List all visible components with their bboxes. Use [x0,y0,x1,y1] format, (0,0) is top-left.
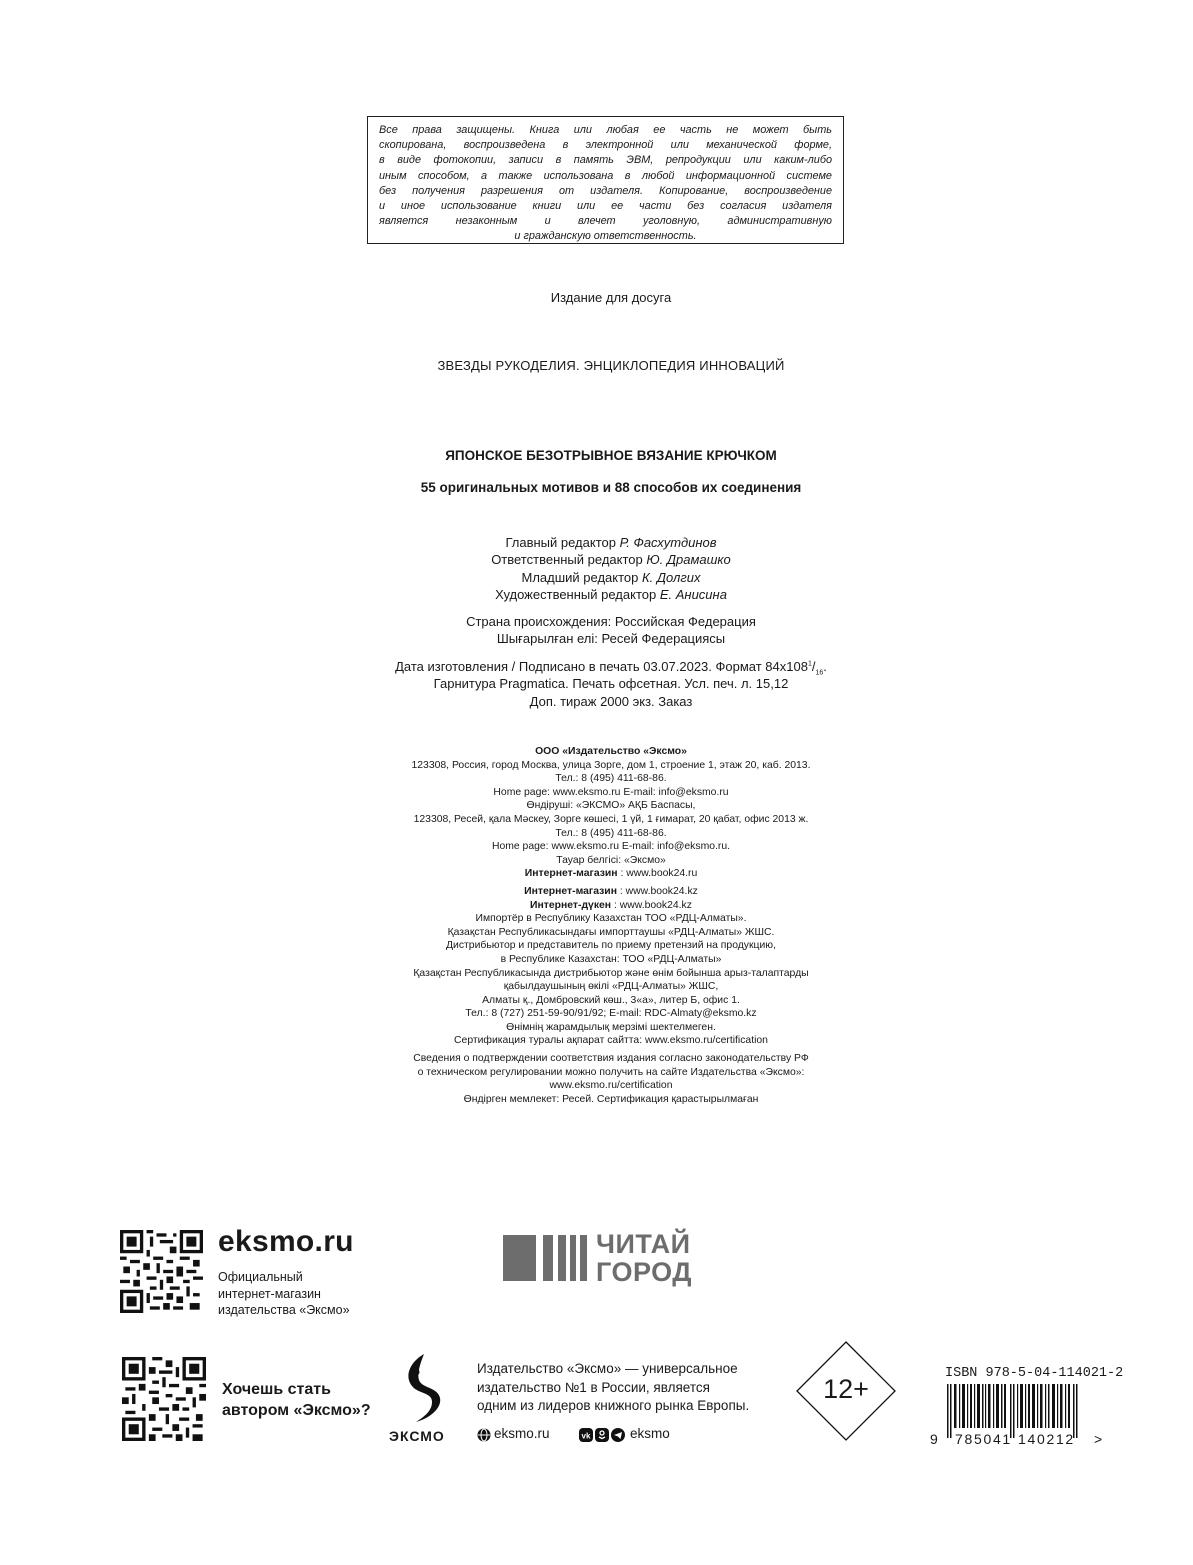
importer-row: Қазақстан Республикасындағы импорттаушы «РДЦ-Алматы» ЖШС. [447,926,775,938]
publisher-info [0,745,1193,1106]
barcode-end-mark: > [1094,1431,1104,1447]
barcode-left-digits: 785041 [955,1431,1012,1447]
importer-row: қабылдаушының өкілі «РДЦ-Алматы» ЖШС, [503,981,719,993]
shop-kz-2: Интернет-дүкен : www.book24.kz [530,899,692,911]
series-name: ЗВЕЗДЫ РУКОДЕЛИЯ. ЭНЦИКЛОПЕДИЯ ИННОВАЦИЙ [437,358,785,373]
shop-kz: Интернет-магазин : www.book24.kz [524,885,698,897]
certification-row: Сведения о подтверждении соответствия издания согласно законодательству РФ [413,1053,809,1065]
rights-line: и гражданскую ответственность. [514,230,697,243]
eksmo-web-link[interactable]: eksmo.ru [494,1426,550,1441]
print-info-line2: Гарнитура Pragmatica. Печать офсетная. Усл. печ. л. 15,12 [433,676,789,692]
origin-block [0,613,1193,648]
publisher-row: Тауар белгісі: «Эксмо» [556,854,666,866]
publisher-row: Өндіруші: «ЭКСМО» АҚБ Баспасы, [526,800,696,812]
publisher-row: Home page: www.eksmo.ru E-mail: info@eksmo.ru [493,786,729,798]
publisher-promo: Издательство «Эксмо» — универсальное издательство №1 в России, является одним из лидеров книжного рынка Европы. [477,1361,750,1413]
eksmo-logo-icon [398,1352,446,1424]
editor-row: Главный редактор Р. Фасхутдинов [505,535,717,550]
publisher-row: 123308, Россия, город Москва, улица Зорге, дом 1, строение 1, этаж 20, каб. 2013. [411,759,811,771]
become-author-prompt[interactable]: Хочешь стать автором «Эксмо»? [222,1381,371,1419]
eksmo-site-description: Официальный интернет-магазин издательства «Эксмо» [218,1270,350,1317]
publisher-row: 123308, Ресей, қала Мәскеу, Зорге көшесі, 1 үй, 1 ғимарат, 20 қабат, офис 2013 ж. [413,813,809,825]
importer-row: Қазақстан Республикасында дистрибьютор және өнім бойынша арыз-талаптарды [413,967,809,979]
barcode-right-digits: 140212 [1018,1431,1075,1447]
editor-row: Ответственный редактор Ю. Драмашко [491,552,731,568]
book-title: ЯПОНСКОЕ БЕЗОТРЫВНОЕ ВЯЗАНИЕ КРЮЧКОМ [445,448,777,463]
eksmo-site-name[interactable]: eksmo.ru [218,1225,354,1258]
certification-row: о техническом регулировании можно получить на сайте Издательства «Эксмо»: [417,1066,805,1078]
publisher-row: Home page: www.eksmo.ru E-mail: info@eksmo.ru. [491,841,731,853]
importer-row: в Республике Казахстан: ТОО «РДЦ-Алматы» [500,953,722,965]
editors-list [0,534,1193,603]
print-info [0,658,1193,710]
print-info-line1: Дата изготовления / Подписано в печать 03.07.2023. Формат $84x108^1/_{16}$. [395,659,827,677]
origin-kz: Шығарылған елі: Ресей Федерациясы [496,631,726,647]
shop-ru: Интернет-магазин : www.book24.ru [524,868,698,880]
rights-line: без получения разрешения от издателя. Копирование, воспроизведение [379,184,832,197]
age-rating-value: 12+ [823,1374,869,1404]
certification-row: www.eksmo.ru/certification [549,1080,673,1092]
qr-code-eksmo-shop[interactable] [120,1230,203,1313]
rights-line: в виде фотокопии, записи в память ЭВМ, репродукции или каким-либо [379,154,832,167]
publisher-name: ООО «Издательство «Эксмо» [535,746,687,757]
chitai-gorod-text: ЧИТАЙ ГОРОД [596,1229,692,1287]
importer-row: Тел.: 8 (727) 251-59-90/91/92; E-mail: RDC-Almaty@eksmo.kz [465,1008,757,1020]
telegram-icon[interactable] [611,1428,625,1442]
rights-line: скопирована, воспроизведена в электронной или механической форме, [379,139,832,152]
importer-row: Өнімнің жарамдылық мерзімі шектелмеген. [506,1021,716,1033]
print-info-line3: Доп. тираж 2000 экз. Заказ [529,693,693,709]
importer-row: Алматы қ., Домбровский көш., 3«а», литер Б, офис 1. [482,994,740,1006]
svg-text:vk: vk [581,1431,591,1441]
eksmo-social-handle[interactable]: eksmo [630,1426,670,1441]
edition-type: Издание для досуга [550,290,672,305]
rights-line: и иное использование книги или ее части без согласия издателя [379,199,832,212]
vk-icon[interactable] [579,1428,593,1442]
book-subtitle: 55 оригинальных мотивов и 88 способов их соединения [420,480,802,495]
importer-row: Сертификация туралы ақпарат сайтта: www.eksmo.ru/certification [454,1035,768,1047]
publisher-row: Тел.: 8 (495) 411-68-86. [555,773,667,785]
chitai-gorod-logo-icon [503,1233,591,1283]
eksmo-logo-label: ЭКСМО [389,1428,445,1444]
globe-icon [477,1428,491,1442]
editor-row: Младший редактор К. Долгих [521,569,701,585]
rights-line: Все права защищены. Книга или любая ее часть не может быть [379,124,832,136]
barcode-first-digit: 9 [930,1431,940,1447]
publisher-row: Тел.: 8 (495) 411-68-86. [555,827,667,839]
qr-code-become-author[interactable] [122,1357,206,1441]
odnoklassniki-icon[interactable] [595,1428,609,1442]
isbn-number: ISBN 978-5-04-114021-2 [945,1366,1124,1381]
certification-row: Өндірген мемлекет: Ресей. Сертификация қарастырылмаған [463,1093,759,1105]
rights-line: является незаконным и влечет уголовную, административную [379,215,832,228]
rights-line: иным способом, а также использована в любой информационной системе [379,169,832,182]
copyright-notice-box [367,116,844,244]
barcode [944,1384,1094,1438]
importer-row: Импортёр в Республику Казахстан ТОО «РДЦ-Алматы». [475,913,747,925]
origin-ru: Страна происхождения: Российская Федерация [466,614,756,629]
importer-row: Дистрибьютор и представитель по приему претензий на продукцию, [446,940,776,952]
editor-row: Художественный редактор Е. Анисина [495,586,727,602]
